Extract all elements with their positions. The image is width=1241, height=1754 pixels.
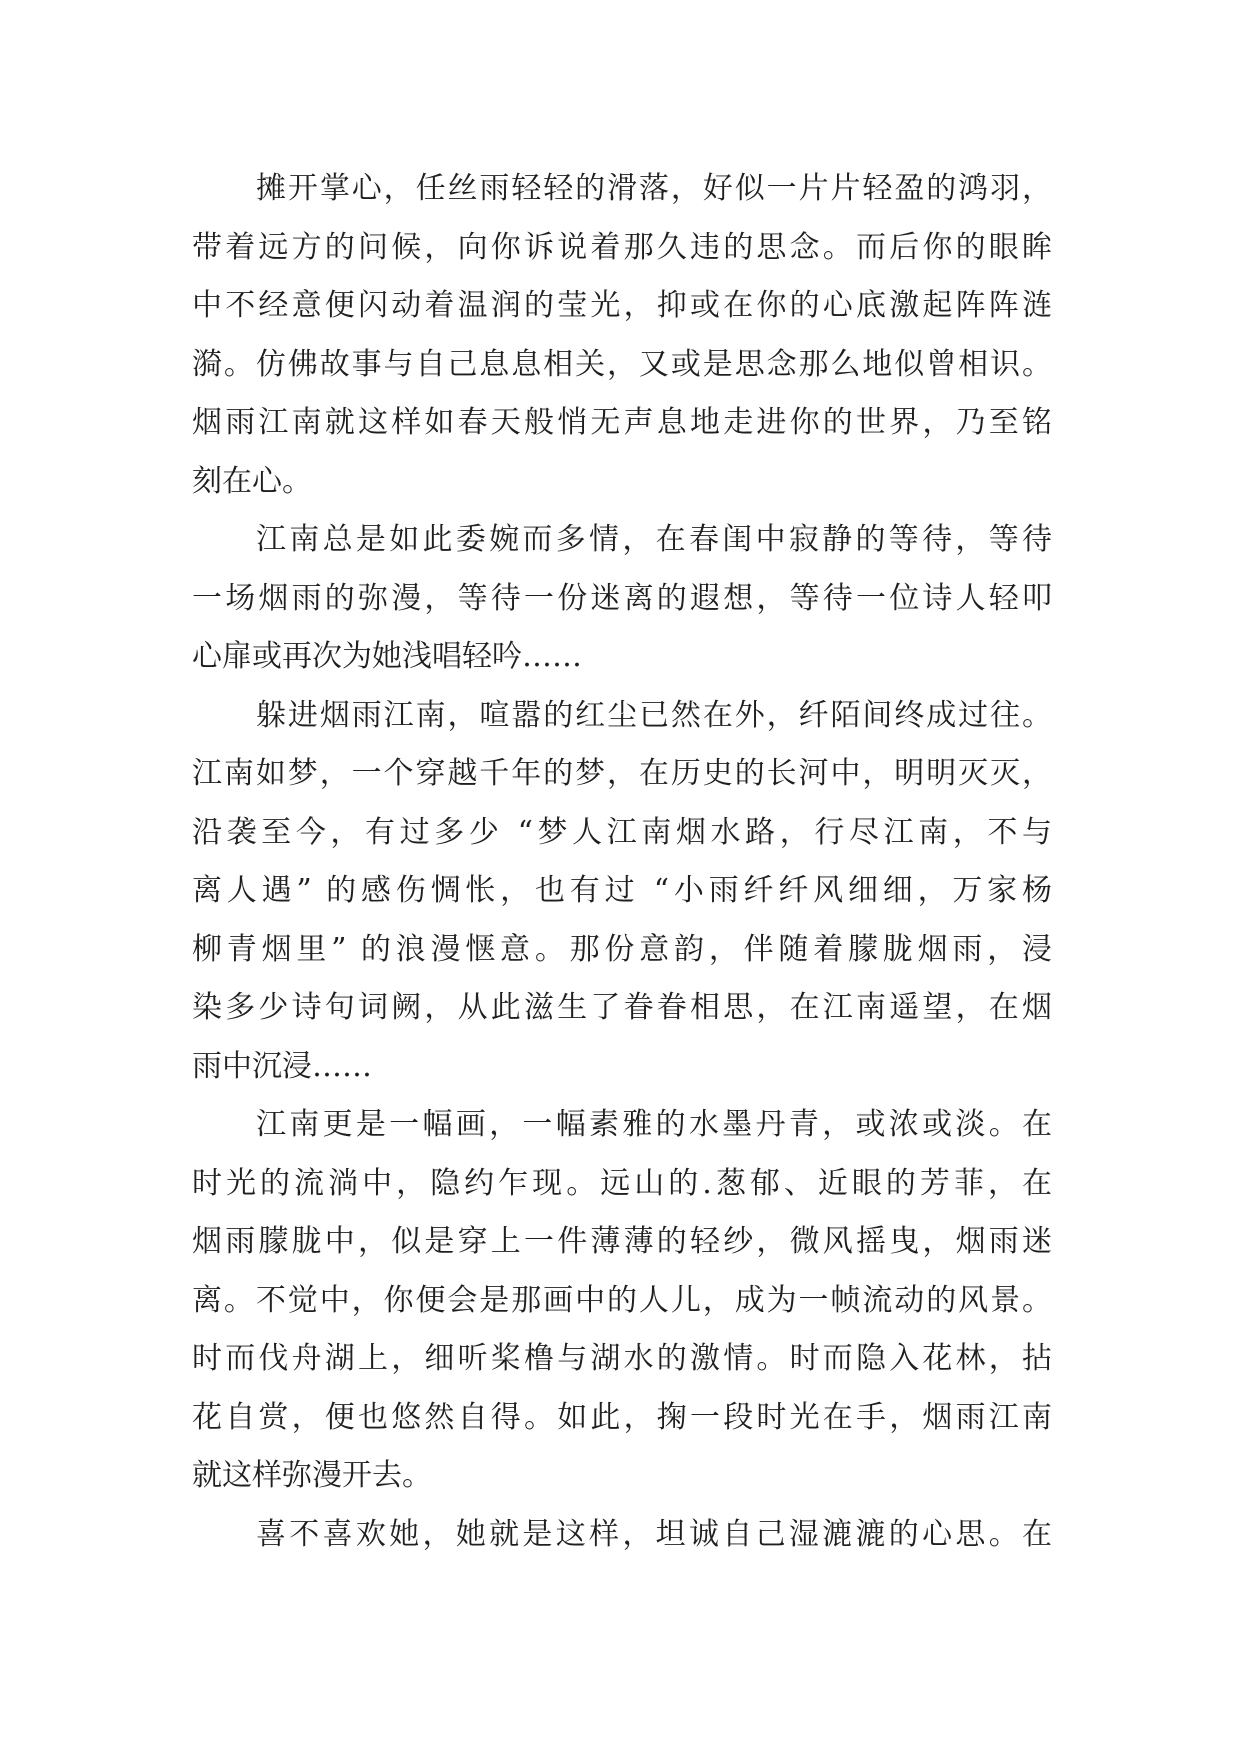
paragraph-line: 沿袭至今，有过多少 “梦人江南烟水路，行尽江南，不与 bbox=[192, 814, 1052, 850]
paragraph-1 bbox=[192, 160, 1052, 511]
paragraph-line: 染多少诗句词阙，从此滋生了眷眷相思，在江南遥望，在烟 bbox=[192, 990, 1052, 1025]
paragraph-4 bbox=[192, 1096, 1052, 1506]
paragraph-line: 离人遇” 的感伤惆怅，也有过 “小雨纤纤风细细，万家杨 bbox=[192, 873, 1052, 908]
paragraph-line: 离。不觉中，你便会是那画中的人儿，成为一帧流动的风景。 bbox=[192, 1282, 1052, 1318]
paragraph-2 bbox=[192, 511, 1052, 687]
paragraph-line: 烟雨江南就这样如春天般悄无声息地走进你的世界，乃至铭 bbox=[192, 405, 1052, 440]
paragraph-line: 一场烟雨的弥漫，等待一份迷离的遐想，等待一位诗人轻叩 bbox=[192, 580, 1052, 616]
article-body bbox=[192, 160, 1052, 1564]
paragraph-line: 时光的流淌中，隐约乍现。远山的.葱郁、近眼的芳菲，在 bbox=[192, 1165, 1052, 1201]
paragraph-line: 江南如梦，一个穿越千年的梦，在历史的长河中，明明灭灭， bbox=[192, 756, 1052, 791]
paragraph-line: 江南总是如此委婉而多情，在春闺中寂静的等待，等待 bbox=[256, 522, 1052, 557]
paragraph-line: 躲进烟雨江南，喧嚣的红尘已然在外，纤陌间终成过往。 bbox=[256, 697, 1052, 733]
paragraph-line: 心扉或再次为她浅唱轻吟…… bbox=[192, 639, 582, 674]
paragraph-line: 雨中沉浸…… bbox=[192, 1048, 372, 1084]
paragraph-line: 花自赏，便也悠然自得。如此，掬一段时光在手，烟雨江南 bbox=[192, 1399, 1052, 1435]
paragraph-line: 漪。仿佛故事与自己息息相关，又或是思念那么地似曾相识。 bbox=[192, 346, 1052, 382]
paragraph-line: 喜不喜欢她，她就是这样，坦诚自己湿漉漉的心思。在 bbox=[256, 1516, 1052, 1552]
paragraph-line: 中不经意便闪动着温润的莹光，抑或在你的心底激起阵阵涟 bbox=[192, 288, 1052, 323]
paragraph-line: 摊开掌心，任丝雨轻轻的滑落，好似一片片轻盈的鸿羽， bbox=[256, 171, 1052, 206]
paragraph-3 bbox=[192, 687, 1052, 1097]
paragraph-5 bbox=[192, 1506, 1052, 1565]
paragraph-line: 刻在心。 bbox=[192, 463, 312, 499]
paragraph-line: 江南更是一幅画，一幅素雅的水墨丹青，或浓或淡。在 bbox=[256, 1107, 1052, 1142]
paragraph-line: 就这样弥漫开去。 bbox=[192, 1458, 432, 1493]
paragraph-line: 烟雨朦胧中，似是穿上一件薄薄的轻纱，微风摇曳，烟雨迷 bbox=[192, 1224, 1052, 1259]
paragraph-line: 带着远方的问候，向你诉说着那久违的思念。而后你的眼眸 bbox=[192, 229, 1052, 265]
paragraph-line: 柳青烟里” 的浪漫惬意。那份意韵，伴随着朦胧烟雨，浸 bbox=[192, 931, 1052, 967]
paragraph-line: 时而伐舟湖上，细听桨橹与湖水的激情。时而隐入花林，拈 bbox=[192, 1341, 1052, 1376]
